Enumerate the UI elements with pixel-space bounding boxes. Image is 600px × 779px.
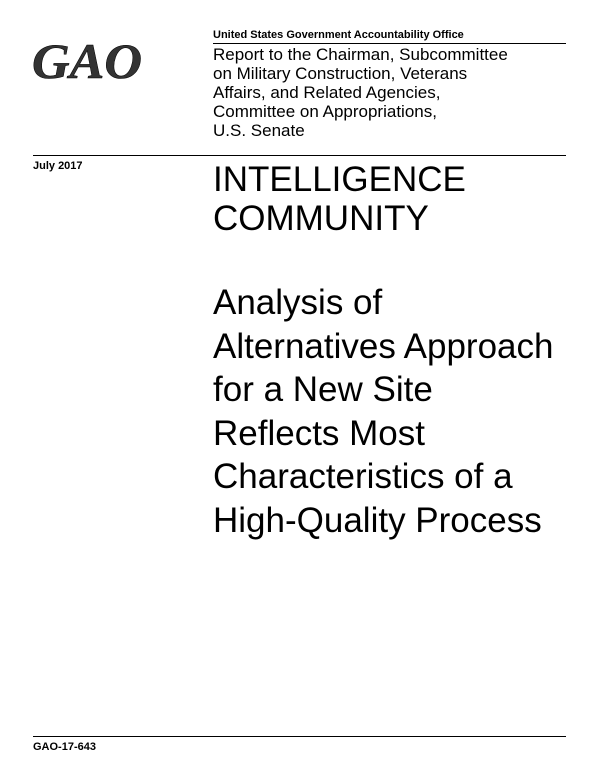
- footer-divider: [33, 736, 566, 737]
- report-title: [213, 160, 466, 238]
- subtitle-line: for a New Site: [213, 370, 433, 409]
- subtitle-line: Characteristics of a: [213, 457, 513, 496]
- gao-logo-text: GAO: [32, 36, 142, 84]
- addressee-line: Affairs, and Related Agencies,: [213, 83, 441, 102]
- report-addressee: [213, 45, 573, 140]
- organization-name: United States Government Accountability Office: [213, 29, 464, 41]
- header-divider: [33, 155, 566, 156]
- title-line: COMMUNITY: [213, 199, 429, 238]
- addressee-line: U.S. Senate: [213, 121, 305, 140]
- addressee-line: Committee on Appropriations,: [213, 102, 437, 121]
- report-number: GAO-17-643: [33, 741, 96, 753]
- title-line: INTELLIGENCE: [213, 160, 466, 199]
- subtitle-line: Analysis of: [213, 283, 383, 322]
- addressee-line: on Military Construction, Veterans: [213, 64, 468, 83]
- subtitle-line: Reflects Most: [213, 413, 425, 453]
- gao-logo: [32, 36, 144, 84]
- subtitle-line: High-Quality Process: [213, 500, 542, 540]
- addressee-line: Report to the Chairman, Subcommittee: [213, 45, 508, 64]
- top-divider: [213, 43, 566, 44]
- report-date: July 2017: [33, 160, 83, 172]
- subtitle-line: Alternatives Approach: [213, 326, 554, 366]
- report-subtitle: [213, 281, 553, 542]
